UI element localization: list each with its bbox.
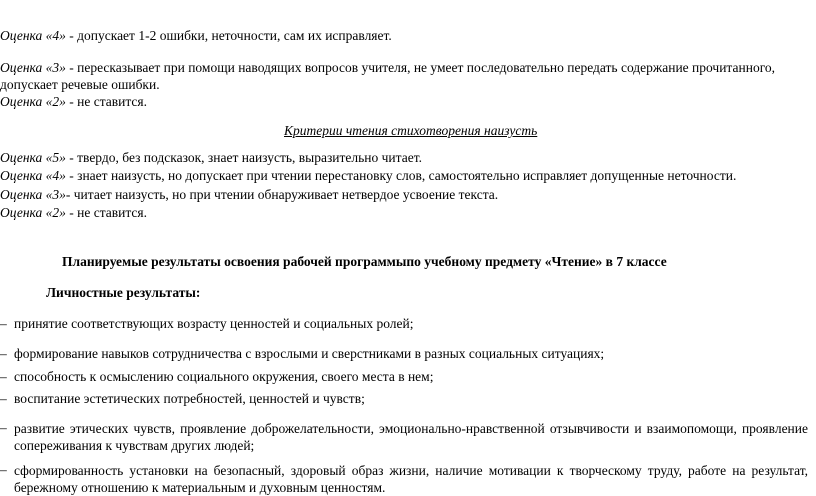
list-item <box>0 420 816 454</box>
grade-text: допускает 1-2 ошибки, неточности, сам их исправляет. <box>77 28 392 43</box>
grade-line <box>0 187 498 203</box>
section-title: Планируемые результаты освоения рабочей программыпо учебному предмету «Чтение» в 7 классе <box>62 254 667 269</box>
list-item <box>0 462 816 496</box>
bullet-dash: – <box>0 346 7 361</box>
grade-line <box>0 28 392 44</box>
grade-line-continuation <box>0 77 160 93</box>
grade-line <box>0 150 422 166</box>
bullet-dash: – <box>0 391 7 406</box>
list-item-text: принятие соответствующих возрасту ценностей и социальных ролей; <box>14 316 414 331</box>
grade-text: допускает речевые ошибки. <box>0 77 160 92</box>
list-item <box>0 369 816 385</box>
grade-text: пересказывает при помощи наводящих вопросов учителя, не умеет последовательно передать содержание прочитанного, <box>77 60 776 75</box>
grade-line <box>0 168 736 184</box>
grade-label: Оценка «2» - <box>0 94 78 109</box>
bullet-dash: – <box>0 369 7 384</box>
grade-label: Оценка «5» - <box>0 150 78 165</box>
grade-text: знает наизусть, но допускает при чтении перестановку слов, самостоятельно исправляет допущенные неточности. <box>77 168 737 183</box>
list-item-text: способность к осмыслению социального окружения, своего места в нем; <box>14 369 434 384</box>
grade-label: Оценка «3» - <box>0 60 78 75</box>
grade-line <box>0 94 147 110</box>
grade-text: не ставится. <box>77 205 148 220</box>
bullet-dash: – <box>0 316 7 331</box>
list-item-text: сформированность установки на безопасный, здоровый образ жизни, наличие мотивации к творческому труду, работе на результат, бережному отношению к материальным и духовным ценностям. <box>14 463 808 495</box>
grade-text: читает наизусть, но при чтении обнаруживает нетвердое усвоение текста. <box>73 187 499 202</box>
bullet-dash: – <box>0 420 7 435</box>
list-item <box>0 316 816 332</box>
subsection-title: Личностные результаты: <box>46 285 201 300</box>
grade-label: Оценка «3»- <box>0 187 74 202</box>
criteria-title: Критерии чтения стихотворения наизусть <box>284 123 538 138</box>
grade-line <box>0 60 775 76</box>
grade-line <box>0 205 147 221</box>
list-item <box>0 346 816 362</box>
list-item-text: развитие этических чувств, проявление доброжелательности, эмоционально-нравственной отзывчивости и взаимопомощи, проявление сопереживания к чувствам других людей; <box>14 421 808 453</box>
grade-label: Оценка «4» - <box>0 168 78 183</box>
list-item <box>0 391 816 407</box>
grade-text: не ставится. <box>77 94 148 109</box>
list-item-text: формирование навыков сотрудничества с взрослыми и сверстниками в разных социальных ситуациях; <box>14 346 605 361</box>
grade-label: Оценка «2» - <box>0 205 78 220</box>
bullet-dash: – <box>0 462 7 477</box>
list-item-text: воспитание эстетических потребностей, ценностей и чувств; <box>14 391 365 406</box>
grade-label: Оценка «4» - <box>0 28 78 43</box>
grade-text: твердо, без подсказок, знает наизусть, выразительно читает. <box>77 150 422 165</box>
